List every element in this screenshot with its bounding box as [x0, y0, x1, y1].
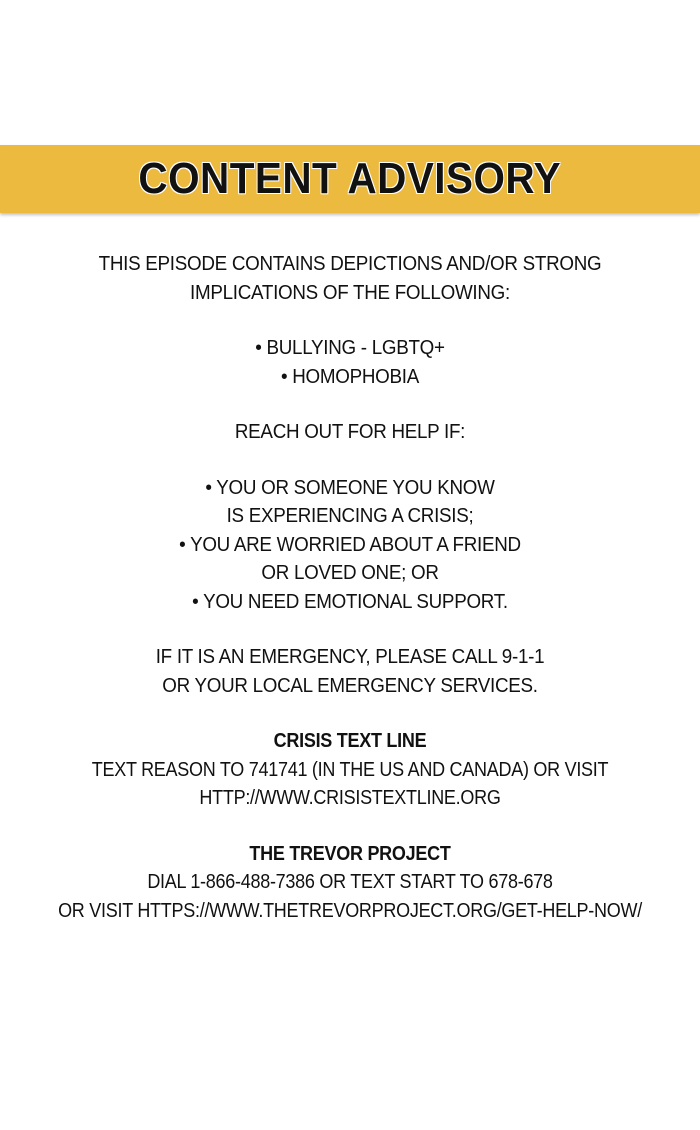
help-conditions-list — [21, 474, 679, 617]
intro-line: IMPLICATIONS OF THE FOLLOWING: — [190, 281, 510, 304]
banner-title: CONTENT ADVISORY — [138, 154, 562, 203]
crisis-text-line-url: HTTP://WWW.CRISISTEXTLINE.ORG — [199, 787, 501, 809]
emergency-notice — [21, 643, 679, 700]
condition-line: • YOU ARE WORRIED ABOUT A FRIEND — [179, 533, 521, 556]
topic-item-bullying: • BULLYING - LGBTQ+ — [255, 337, 445, 359]
reach-out-heading — [21, 418, 679, 447]
advisory-content — [0, 250, 700, 925]
trevor-project-section — [35, 840, 665, 926]
trevor-project-url: OR VISIT HTTPS://WWW.THETREVORPROJECT.ORG/GET-HELP-NOW/ — [58, 899, 642, 922]
content-advisory-banner — [0, 145, 700, 213]
trevor-project-title: THE TREVOR PROJECT — [249, 842, 451, 865]
condition-line: • YOU OR SOMEONE YOU KNOW — [205, 476, 495, 499]
condition-line: IS EXPERIENCING A CRISIS; — [226, 505, 474, 527]
condition-line: • YOU NEED EMOTIONAL SUPPORT. — [192, 590, 508, 613]
condition-line: OR LOVED ONE; OR — [261, 562, 439, 584]
trevor-project-detail: DIAL 1-866-488-7386 OR TEXT START TO 678-678 — [147, 871, 553, 893]
crisis-text-line-detail: TEXT REASON TO 741741 (IN THE US AND CANADA) OR VISIT — [91, 758, 609, 781]
emergency-line: OR YOUR LOCAL EMERGENCY SERVICES. — [162, 674, 538, 697]
crisis-text-line-title: CRISIS TEXT LINE — [273, 730, 427, 752]
topic-item-homophobia: • HOMOPHOBIA — [281, 365, 419, 388]
topic-list — [21, 334, 679, 391]
emergency-line: IF IT IS AN EMERGENCY, PLEASE CALL 9-1-1 — [155, 646, 545, 668]
reach-out-text: REACH OUT FOR HELP IF: — [234, 421, 466, 443]
intro-line: THIS EPISODE CONTAINS DEPICTIONS AND/OR STRONG — [98, 253, 602, 275]
crisis-text-line-section — [35, 727, 665, 813]
intro-text — [21, 250, 679, 307]
